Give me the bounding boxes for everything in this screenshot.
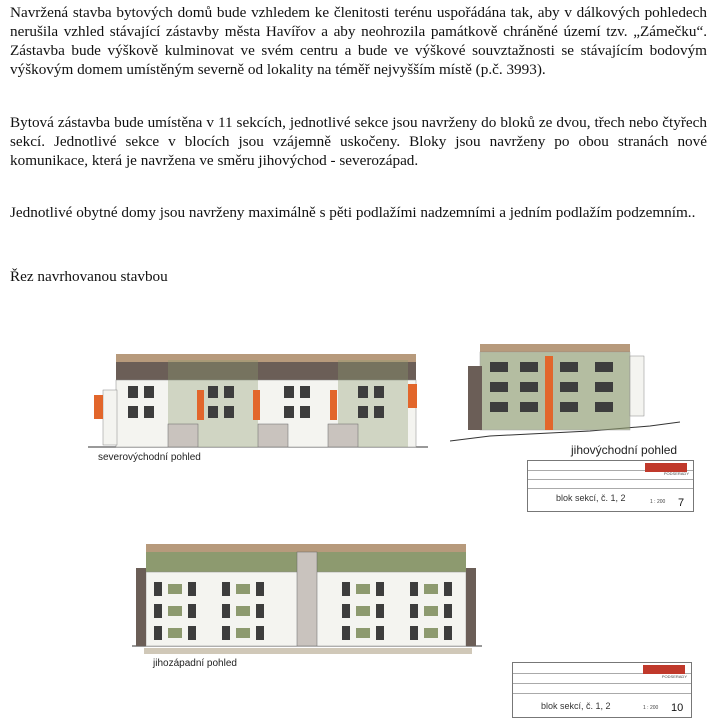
- title-block-sheet-number: 10: [671, 702, 684, 714]
- paragraph-2: Bytová zástavba bude umístěna v 11 sekcích, jednotlivé sekce jsou navrženy do bloků ze dvou, třech nebo čtyřech sekcí. Jednotlivé sekce v blocích jsou vzájemně uskočeny. Bloky jsou navrženy po obou stranách nové komunikace, která je navržena ve směru jihovýchod - severozápad.: [10, 114, 707, 169]
- paragraph-3: Jednotlivé obytné domy jsou navrženy maximálně s pěti podlažími nadzemními a jedním podlažím podzemním..: [10, 204, 696, 221]
- title-block-sheet-number: 7: [678, 497, 685, 509]
- title-block-bottom: [512, 662, 692, 718]
- south-east-elevation-drawing: [450, 336, 680, 446]
- south-west-elevation-drawing: [132, 538, 482, 663]
- title-block-title: blok sekcí, č. 1, 2: [556, 493, 626, 503]
- title-block-title: blok sekcí, č. 1, 2: [541, 701, 611, 711]
- title-block-brand: PODSERADY: [663, 471, 689, 476]
- north-east-elevation-drawing: [88, 340, 428, 455]
- south-east-view-label: jihovýchodní pohled: [571, 443, 678, 457]
- title-block-brand: PODSERADY: [661, 674, 687, 679]
- paragraph-1: Navržená stavba bytových domů bude vzhledem ke členitosti terénu uspořádána tak, aby v dálkových pohledech nerušila vzhled stávající zástavby města Havířov a aby neohrozila památkově chráněné území tzv. „Zámečku“. Zástavba bude výškově kulminovat ve svém centru a bude ve výškové souvztažnosti se stávajícím bodovým výškovým domem umístěným severně od lokality na téměř nejvyšším místě (p.č. 3993).: [10, 4, 707, 78]
- title-block-top: [527, 460, 694, 512]
- north-east-view-label: severovýchodní pohled: [98, 452, 201, 463]
- title-block-scale: 1 : 200: [643, 705, 659, 711]
- section-heading: Řez navrhovanou stavbou: [10, 268, 168, 285]
- south-west-view-label: jihozápadní pohled: [153, 658, 237, 669]
- title-block-scale: 1 : 200: [650, 499, 666, 505]
